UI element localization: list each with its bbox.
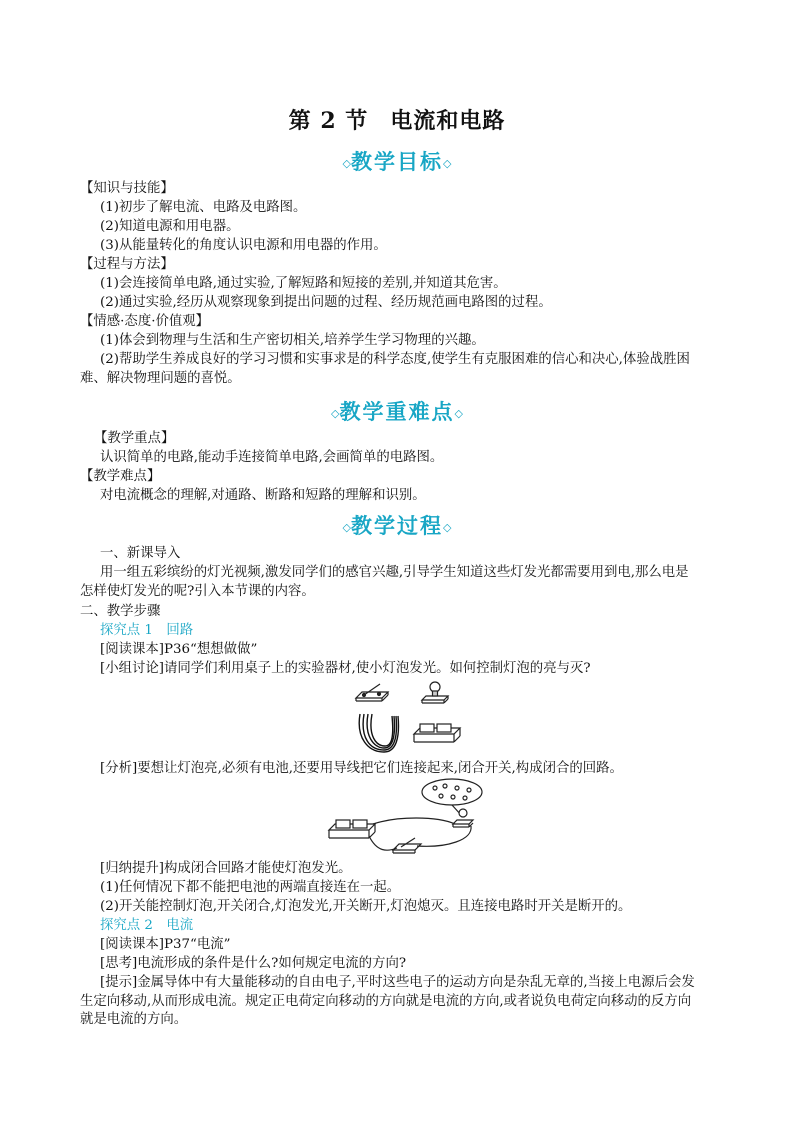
section-heading-goals [0, 146, 794, 176]
process-intro: 用一组五彩缤纷的灯光视频,激发同学们的感官兴趣,引导学生知道这些灯发光都需要用到电,那么电是怎样使灯发光的呢?引入本节课的内容。 [80, 565, 689, 599]
wire [417, 826, 471, 846]
probe-2-heading: 探究点 2 电流 [100, 918, 194, 933]
read-textbook-2: [阅读课本]P37“电流” [100, 937, 231, 952]
hint-text: [提示]金属导体中有大量能移动的自由电子,平时这些电子的运动方向是杂乱无章的,当接上电源后会发生定向移动,从而形成电流。规定正电荷定向移动的方向就是电流的方向,或者说负电荷定向移动的反方向就是电流的方向。 [80, 975, 695, 1027]
wire [373, 818, 455, 824]
keypoint-focus-text: 认识简单的电路,能动手连接简单电路,会画简单的电路图。 [100, 450, 444, 465]
summary-point-2: (2)开关能控制灯泡,开关闭合,灯泡发光,开关断开,灯泡熄灭。且连接电路时开关是断开的。 [100, 899, 632, 914]
read-textbook-1: [阅读课本]P36“想想做做” [100, 642, 258, 657]
diamond-icon: ◇ [342, 521, 351, 534]
goal-emotion-1: (1)体会到物理与生活和生产密切相关,培养学生学习物理的兴趣。 [100, 333, 485, 348]
section-heading-process [0, 510, 794, 540]
bulb-icon [453, 809, 473, 827]
goal-knowledge-3: (3)从能量转化的角度认识电源和用电器的作用。 [100, 238, 387, 253]
section-title: 教学目标 [351, 149, 443, 174]
goal-process-1: (1)会连接简单电路,通过实验,了解短路和短接的差别,并知道其危害。 [100, 276, 507, 291]
process-step-1-heading: 一、新课导入 [100, 546, 181, 561]
battery-icon [329, 820, 375, 838]
summary-heading: [归纳提升]构成闭合回路才能使灯泡发光。 [100, 861, 352, 876]
title-prefix: 第 2 节 [288, 108, 369, 134]
goal-heading-emotion: 【情感·态度·价值观】 [80, 314, 210, 329]
goal-knowledge-1: (1)初步了解电流、电路及电路图。 [100, 200, 307, 215]
goal-emotion-2: (2)帮助学生养成良好的学习习惯和实事求是的科学态度,使学生有克服困难的信心和决心,体验战胜困难、解决物理问题的喜悦。 [80, 352, 690, 386]
section-heading-keypoints [0, 396, 794, 426]
circuit-illustration [327, 776, 487, 856]
diamond-icon: ◇ [342, 157, 351, 170]
goal-heading-knowledge: 【知识与技能】 [80, 181, 174, 196]
analysis-text: [分析]要想让灯泡亮,必须有电池,还要用导线把它们连接起来,闭合开关,构成闭合的回路。 [100, 761, 623, 776]
process-step-2-heading: 二、教学步骤 [80, 604, 161, 619]
bulb-icon [422, 682, 448, 703]
group-discussion: [小组讨论]请同学们利用桌子上的实验器材,使小灯泡发光。如何控制灯泡的亮与灭? [100, 661, 591, 676]
think-question: [思考]电流形成的条件是什么?如何规定电流的方向? [100, 956, 407, 971]
keypoint-difficulty-text: 对电流概念的理解,对通路、断路和短路的理解和识别。 [100, 488, 426, 503]
diamond-icon: ◇ [443, 157, 452, 170]
diamond-icon: ◇ [443, 521, 452, 534]
goal-process-2: (2)通过实验,经历从观察现象到提出问题的过程、经历规范画电路图的过程。 [100, 295, 552, 310]
goal-heading-process: 【过程与方法】 [80, 257, 174, 272]
wires-icon [359, 714, 398, 752]
battery-icon [414, 724, 460, 742]
keypoint-heading-focus: 【教学重点】 [94, 431, 175, 446]
switch-icon [393, 838, 421, 853]
section-title: 教学重难点 [339, 399, 455, 424]
goal-knowledge-2: (2)知道电源和用电器。 [100, 219, 240, 234]
keypoint-heading-difficulty: 【教学难点】 [80, 469, 161, 484]
diamond-icon: ◇ [331, 407, 340, 420]
wire [369, 836, 397, 850]
switch-icon [356, 684, 388, 701]
diamond-icon: ◇ [454, 407, 463, 420]
page-title [0, 104, 794, 135]
summary-point-1: (1)任何情况下都不能把电池的两端直接连在一起。 [100, 880, 401, 895]
apparatus-illustration [352, 680, 464, 754]
electron-bubble [422, 779, 482, 805]
title-main: 电流和电路 [390, 108, 506, 134]
section-title: 教学过程 [351, 513, 443, 538]
probe-1-heading: 探究点 1 回路 [100, 623, 194, 638]
